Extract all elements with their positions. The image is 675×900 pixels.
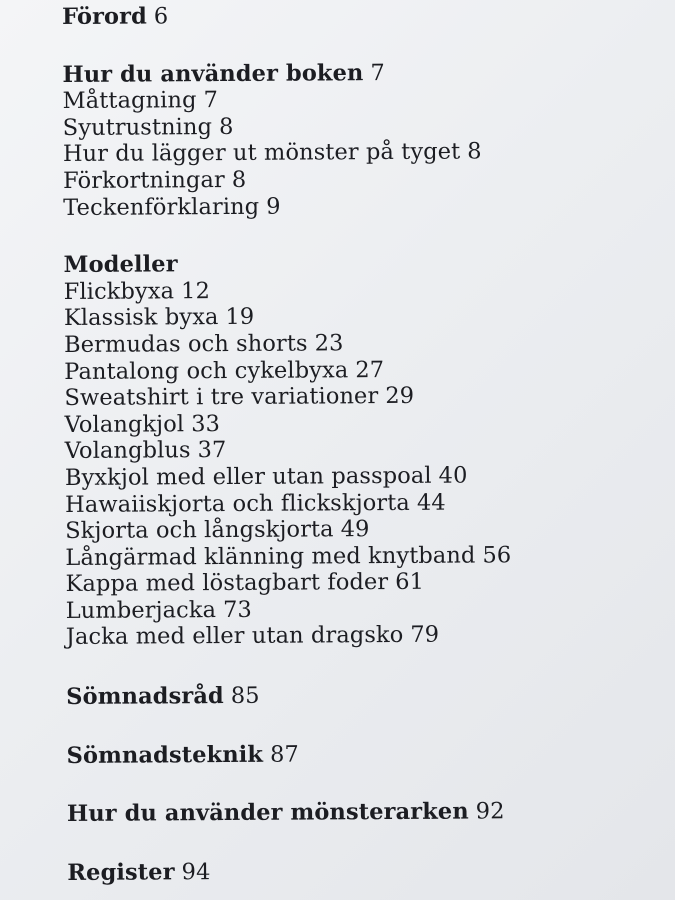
entry-page: 19 xyxy=(225,304,255,331)
entry-page: 9 xyxy=(266,193,281,220)
toc-entry xyxy=(65,541,665,571)
entry-page: 23 xyxy=(314,330,344,357)
entry-title: Teckenförklaring xyxy=(63,193,260,221)
table-of-contents xyxy=(62,0,667,886)
entry-title: Hur du använder boken xyxy=(62,59,364,88)
entry-title: Förord xyxy=(62,3,147,30)
toc-entry xyxy=(64,408,664,438)
entry-title: Sweatshirt i tre variationer xyxy=(64,383,379,412)
entry-page: 29 xyxy=(385,382,415,410)
entry-title: Skjorta och långskjorta xyxy=(65,516,334,545)
toc-entry xyxy=(63,138,663,168)
entry-page: 73 xyxy=(223,596,253,623)
toc-entry xyxy=(64,381,664,411)
toc-entry-foreword xyxy=(62,0,662,30)
entry-title: Sömnadsteknik xyxy=(66,741,264,769)
entry-page: 40 xyxy=(438,462,468,489)
entry-title: Jacka med eller utan dragsko xyxy=(65,622,404,651)
entry-page: 92 xyxy=(475,798,505,825)
section-heading-register xyxy=(67,856,667,886)
entry-title: Sömnadsråd xyxy=(66,683,224,711)
entry-page: 8 xyxy=(467,138,482,165)
section-heading-sewing-technique xyxy=(67,739,667,769)
entry-title: Hur du använder mönsterarken xyxy=(66,798,469,828)
entry-page: 12 xyxy=(181,277,211,305)
entry-page: 7 xyxy=(203,87,219,114)
entry-title: Lumberjacka xyxy=(65,596,217,624)
toc-entry xyxy=(65,514,665,544)
entry-title: Långärmad klänning med knytband xyxy=(65,542,476,571)
entry-title: Byxkjol med eller utan passpoal xyxy=(64,462,432,491)
toc-entry xyxy=(63,85,663,115)
entry-page: 7 xyxy=(370,59,385,86)
toc-entry xyxy=(63,111,663,141)
toc-entry xyxy=(65,435,665,465)
toc-entry xyxy=(64,355,664,385)
entry-page: 33 xyxy=(191,410,221,437)
entry-page: 56 xyxy=(482,541,512,569)
entry-page: 8 xyxy=(231,166,247,193)
entry-title: Syutrustning xyxy=(62,113,213,141)
entry-page: 37 xyxy=(197,437,227,464)
section-heading-pattern-sheets xyxy=(67,798,667,828)
entry-title: Pantalong och cykelbyxa xyxy=(64,356,349,385)
toc-entry xyxy=(65,568,665,598)
entry-title: Kappa med löstagbart foder xyxy=(65,569,389,598)
toc-entry xyxy=(66,594,666,624)
section-heading-models: Modeller xyxy=(63,251,178,279)
toc-entry xyxy=(64,328,664,358)
entry-page: 79 xyxy=(410,622,440,649)
entry-title: Hur du lägger ut mönster på tyget xyxy=(62,138,461,168)
entry-title: Bermudas och shorts xyxy=(64,330,308,358)
entry-page: 8 xyxy=(218,113,234,140)
entry-title: Klassisk byxa xyxy=(63,304,219,332)
entry-page: 61 xyxy=(395,569,425,596)
entry-title: Förkortningar xyxy=(63,166,225,194)
entry-page: 85 xyxy=(230,682,260,710)
toc-entry xyxy=(66,621,666,651)
section-heading-sewing-advice xyxy=(66,680,666,710)
entry-title: Flickbyxa xyxy=(63,278,175,305)
entry-title: Register xyxy=(67,859,175,886)
toc-entry xyxy=(65,488,665,518)
entry-page: 27 xyxy=(355,356,385,383)
entry-page: 49 xyxy=(340,516,370,543)
toc-entry xyxy=(63,191,663,221)
entry-page: 6 xyxy=(153,3,169,30)
entry-title: Måttagning xyxy=(62,87,197,115)
entry-page: 87 xyxy=(270,741,300,768)
section-heading-using-book xyxy=(62,58,662,88)
entry-title: Volangkjol xyxy=(64,410,185,438)
toc-entry xyxy=(63,164,663,194)
entry-title: Hawaiiskjorta och flickskjorta xyxy=(64,489,410,518)
toc-entry xyxy=(65,461,665,491)
entry-page: 44 xyxy=(416,489,446,516)
toc-entry xyxy=(64,302,664,332)
entry-title: Volangblus xyxy=(64,437,191,465)
entry-page: 94 xyxy=(181,858,211,886)
toc-entry xyxy=(64,275,664,305)
